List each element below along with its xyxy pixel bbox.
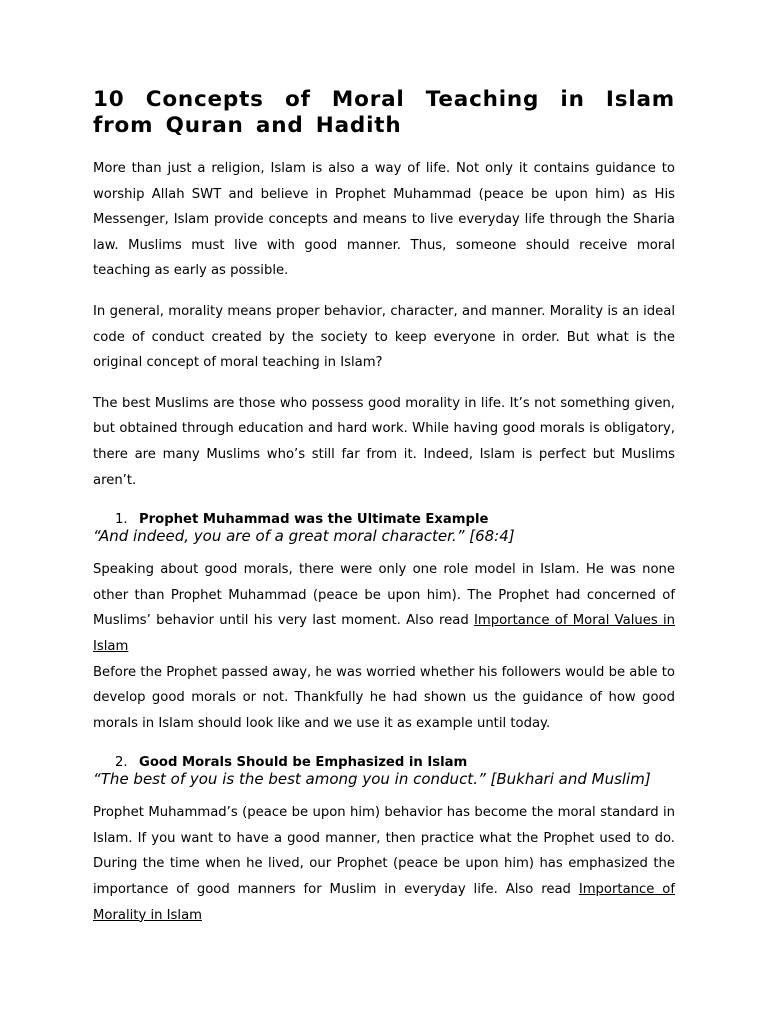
- section-quote: “And indeed, you are of a great moral character.” [68:4]: [93, 527, 515, 546]
- paragraph-text: Prophet Muhammad’s (peace be upon him) behavior has become the moral standard in Islam. If you want to have a good manner, then practice what the Prophet used to do. During the time when he lived, our Prophet (peace be upon him) has emphasized the importance of good manners for Muslim in everyday life. Also read: [93, 805, 675, 898]
- section-heading-text: Prophet Muhammad was the Ultimate Example: [139, 512, 489, 528]
- section-heading-text: Good Morals Should be Emphasized in Islam: [139, 755, 468, 771]
- related-article-link[interactable]: Importance of Morality in Islam: [93, 882, 675, 923]
- intro-paragraph: The best Muslims are those who possess good morality in life. It’s not something given, but obtained through education and hard work. While having good morals is obligatory, there are many Muslims who’s still far from it. Indeed, Islam is perfect but Muslims aren’t.: [93, 395, 675, 488]
- intro-paragraph: In general, morality means proper behavior, character, and manner. Morality is an ideal code of conduct created by the society to keep everyone in order. But what is the original concept of moral teaching in Islam?: [93, 303, 675, 371]
- list-number: 1.: [115, 512, 128, 528]
- list-number: 2.: [115, 755, 128, 771]
- paragraph-text: Speaking about good morals, there were only one role model in Islam. He was none other than Prophet Muhammad (peace be upon him). The Prophet had concerned of Muslims’ behavior until his very last moment. Also read: [93, 562, 675, 629]
- document-title: 10 Concepts of Moral Teaching in Islam from Quran and Hadith: [93, 87, 675, 138]
- section-paragraph: [93, 800, 675, 928]
- section-paragraph: [93, 557, 675, 659]
- related-article-link[interactable]: Importance of Moral Values in Islam: [93, 613, 675, 654]
- section-quote: “The best of you is the best among you in conduct.” [Bukhari and Muslim]: [93, 770, 651, 789]
- section-heading-1: [93, 512, 675, 527]
- intro-paragraph: More than just a religion, Islam is also a way of life. Not only it contains guidance to worship Allah SWT and believe in Prophet Muhammad (peace be upon him) as His Messenger, Islam provide concepts and means to live everyday life through the Sharia law. Muslims must live with good manner. Thus, someone should receive moral teaching as early as possible.: [93, 161, 675, 279]
- section-paragraph: Before the Prophet passed away, he was worried whether his followers would be able to develop good morals or not. Thankfully he had shown us the guidance of how good morals in Islam should look like and we use it as example until today.: [93, 664, 675, 731]
- document-page: [93, 0, 675, 928]
- section-heading-2: [93, 755, 675, 770]
